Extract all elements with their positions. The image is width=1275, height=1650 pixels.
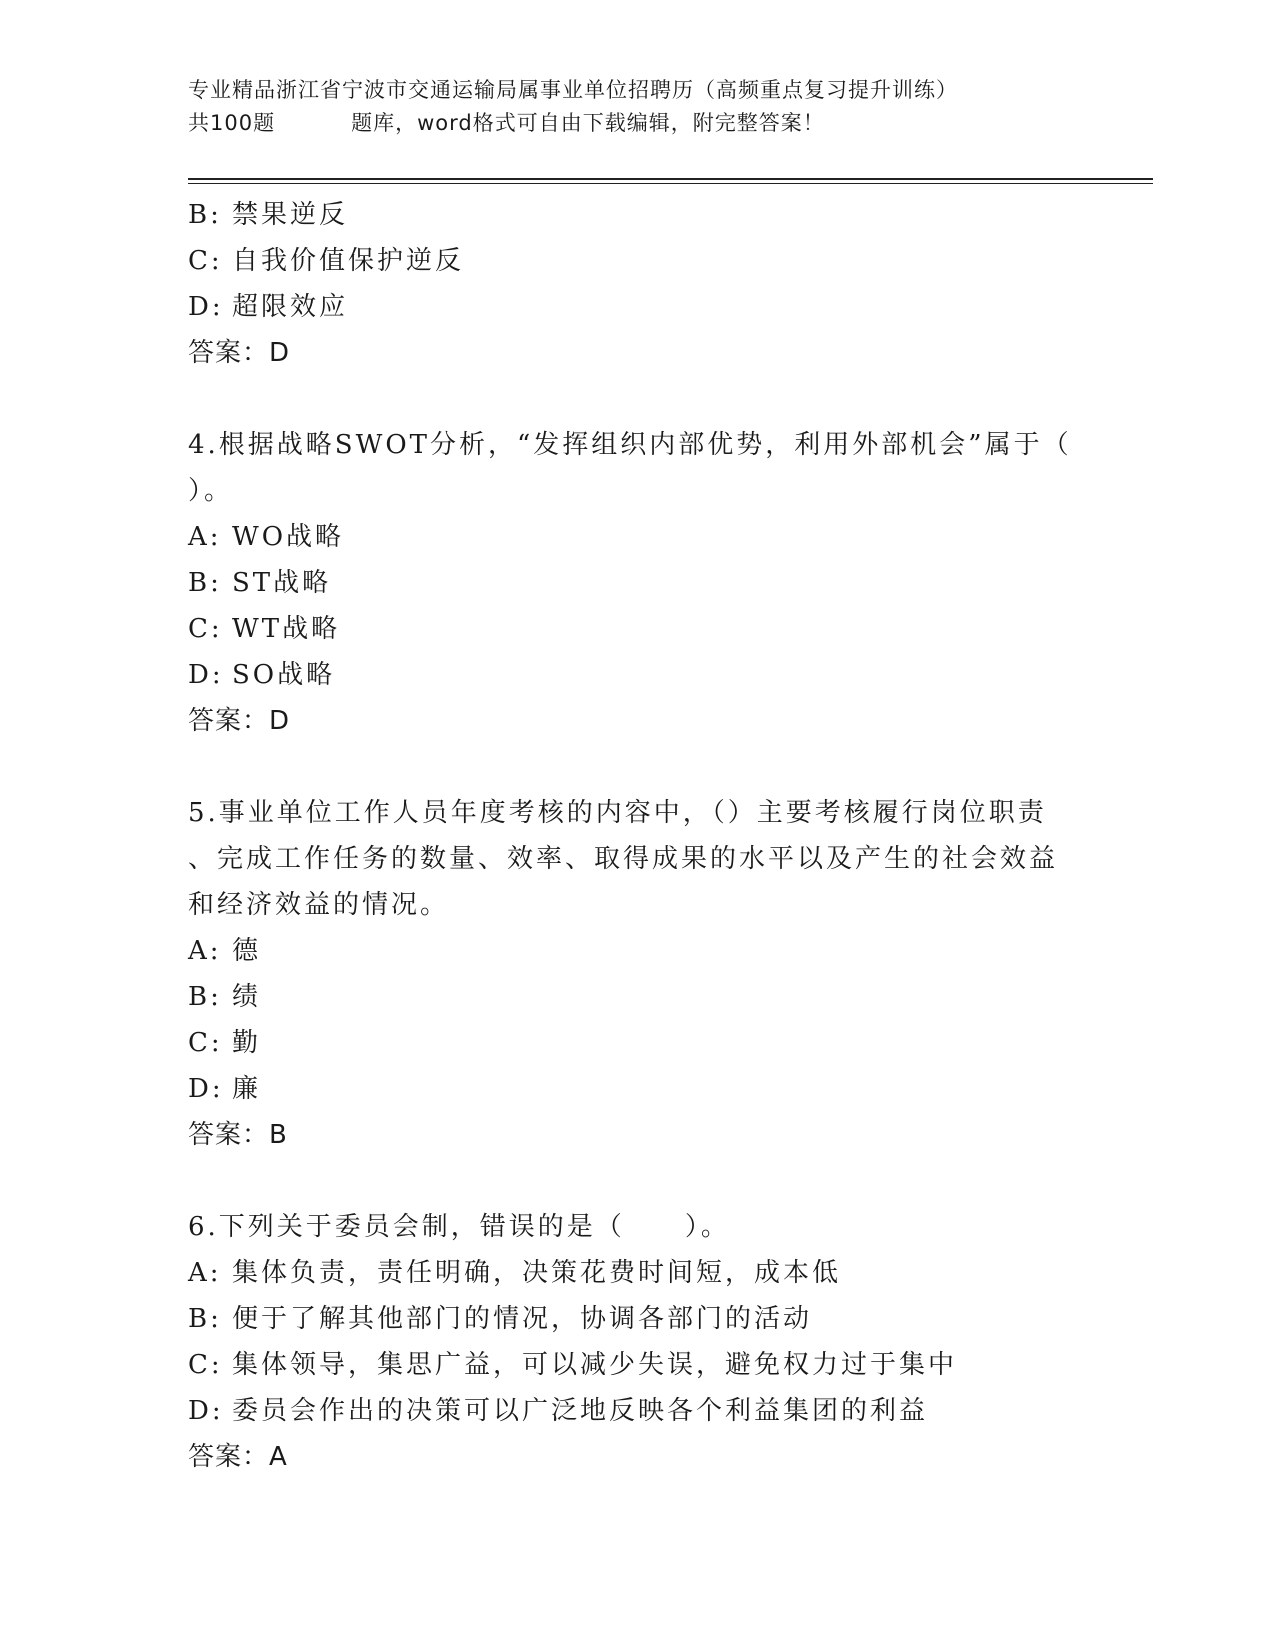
option-a bbox=[188, 514, 1088, 560]
option-c bbox=[188, 606, 1088, 652]
option-letter: A: bbox=[188, 1258, 222, 1288]
option-letter: C: bbox=[188, 246, 223, 276]
option-letter: B: bbox=[188, 982, 222, 1012]
question-5 bbox=[188, 790, 1088, 1158]
option-letter: D: bbox=[188, 1074, 224, 1104]
question-list bbox=[188, 192, 1088, 1480]
option-a bbox=[188, 1250, 1088, 1296]
answer-line: 答案：D bbox=[188, 706, 291, 736]
question-stem-continued: ）。 bbox=[188, 476, 234, 506]
question-stem-text: 6.下列关于委员会制，错误的是（ bbox=[188, 1212, 625, 1242]
option-a bbox=[188, 928, 1088, 974]
option-text: 委员会作出的决策可以广泛地反映各个利益集团的利益 bbox=[232, 1396, 929, 1426]
question-stem-continued: 、完成工作任务的数量、效率、取得成果的水平以及产生的社会效益 bbox=[188, 844, 1059, 874]
question-stem bbox=[188, 1204, 1088, 1250]
option-b bbox=[188, 192, 1088, 238]
option-letter: D: bbox=[188, 292, 224, 322]
option-d bbox=[188, 652, 1088, 698]
option-b bbox=[188, 974, 1088, 1020]
option-letter: B: bbox=[188, 200, 222, 230]
option-text: WT战略 bbox=[232, 614, 341, 644]
option-d bbox=[188, 284, 1088, 330]
answer-line: 答案：B bbox=[188, 1120, 288, 1150]
option-letter: C: bbox=[188, 614, 223, 644]
option-text: 自我价值保护逆反 bbox=[232, 246, 465, 276]
answer-line: 答案：D bbox=[188, 338, 291, 368]
header-title-line: 专业精品浙江省宁波市交通运输局属事业单位招聘历（高频重点复习提升训练） bbox=[188, 78, 958, 102]
option-text: 集体领导，集思广益，可以减少失误，避免权力过于集中 bbox=[232, 1350, 958, 1380]
question-stem-end: ）。 bbox=[684, 1212, 730, 1242]
option-letter: C: bbox=[188, 1028, 223, 1058]
option-letter: D: bbox=[188, 1396, 224, 1426]
option-c bbox=[188, 238, 1088, 284]
option-b bbox=[188, 1296, 1088, 1342]
option-text: 超限效应 bbox=[232, 292, 349, 322]
header-rule-thick bbox=[188, 178, 1153, 180]
option-c bbox=[188, 1020, 1088, 1066]
answer-line: 答案：A bbox=[188, 1442, 288, 1472]
option-d bbox=[188, 1388, 1088, 1434]
option-letter: C: bbox=[188, 1350, 223, 1380]
option-text: 禁果逆反 bbox=[232, 200, 349, 230]
option-text: 廉 bbox=[232, 1074, 262, 1104]
option-text: 德 bbox=[232, 936, 262, 966]
header-description: 题库，word格式可自由下载编辑，附完整答案！ bbox=[351, 111, 825, 135]
header-rule-thin bbox=[188, 183, 1153, 184]
option-letter: B: bbox=[188, 568, 222, 598]
question-6 bbox=[188, 1204, 1088, 1480]
option-text: 便于了解其他部门的情况，协调各部门的活动 bbox=[232, 1304, 813, 1334]
option-c bbox=[188, 1342, 1088, 1388]
option-text: WO战略 bbox=[232, 522, 345, 552]
question-3 bbox=[188, 192, 1088, 376]
question-stem: 5.事业单位工作人员年度考核的内容中，（）主要考核履行岗位职责 bbox=[188, 798, 1047, 828]
header-subtitle-line bbox=[188, 107, 1088, 140]
option-text: 勤 bbox=[232, 1028, 262, 1058]
option-d bbox=[188, 1066, 1088, 1112]
option-letter: A: bbox=[188, 522, 222, 552]
option-text: 绩 bbox=[232, 982, 262, 1012]
question-stem-continued: 和经济效益的情况。 bbox=[188, 890, 450, 920]
header-question-count: 共100题 bbox=[188, 111, 276, 135]
option-b bbox=[188, 560, 1088, 606]
option-letter: D: bbox=[188, 660, 224, 690]
page-header bbox=[188, 74, 1088, 140]
option-text: SO战略 bbox=[232, 660, 336, 690]
option-text: ST战略 bbox=[232, 568, 332, 598]
option-letter: B: bbox=[188, 1304, 222, 1334]
option-letter: A: bbox=[188, 936, 222, 966]
question-stem: 4.根据战略SWOT分析，“发挥组织内部优势，利用外部机会”属于（ bbox=[188, 430, 1072, 460]
question-4 bbox=[188, 422, 1088, 744]
option-text: 集体负责，责任明确，决策花费时间短，成本低 bbox=[232, 1258, 842, 1288]
